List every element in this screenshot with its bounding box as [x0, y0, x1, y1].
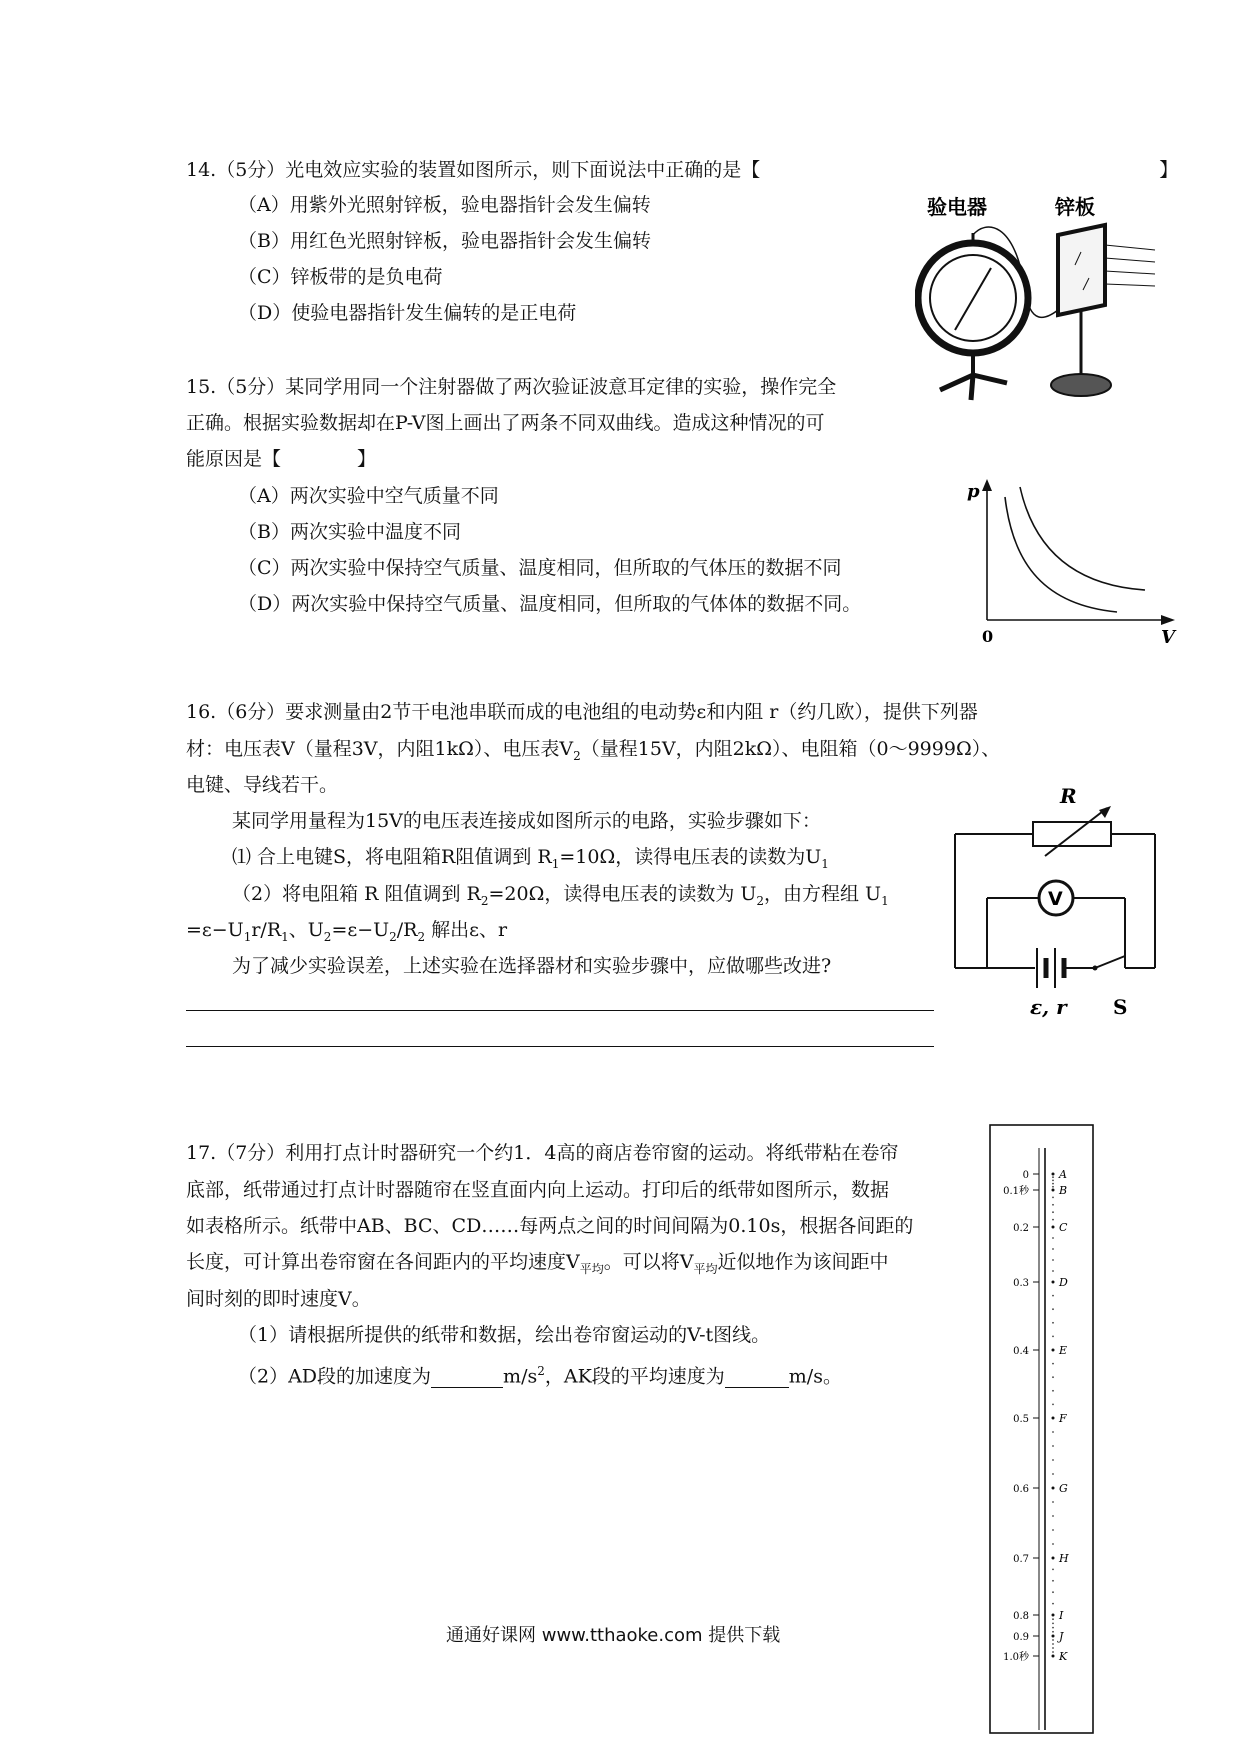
answer-blank-average-velocity[interactable]	[725, 1367, 789, 1388]
tape-dot	[1052, 1226, 1055, 1229]
q17-line-4: 长度，可计算出卷帘窗在各间距内的平均速度$V_{平均}$。可以将$V_{平均}$近似地作为该间距中	[186, 1251, 889, 1276]
q16-line-4: 某同学用量程为15V的电压表连接成如图所示的电路，实验步骤如下：	[232, 810, 821, 832]
tape-small-dot	[1052, 1363, 1054, 1365]
tape-dot	[1052, 1173, 1055, 1176]
tape-small-dot	[1052, 1176, 1054, 1178]
p-axis-label: p	[967, 481, 980, 502]
q17-line-1: 17.（7分）利用打点计时器研究一个约1．4高的商店卷帘窗的运动。将纸带粘在卷帘	[186, 1142, 899, 1164]
q14-stem: 14.（5分）光电效应实验的装置如图所示，则下面说法中正确的是【 】	[186, 159, 1179, 181]
tape-tick-label: 0.5	[1013, 1414, 1029, 1425]
tape-small-dot	[1052, 1515, 1054, 1517]
q14-option-d: （D）使验电器指针发生偏转的是正电荷	[238, 302, 577, 324]
q14-option-a: （A）用紫外光照射锌板，验电器指针会发生偏转	[238, 194, 651, 216]
tape-point-letter: I	[1059, 1609, 1064, 1622]
q15-line-3: 能原因是【 】	[186, 448, 377, 470]
q16-question: 为了减少实验误差，上述实验在选择器材和实验步骤中，应做哪些改进?	[232, 955, 832, 977]
tape-small-dot	[1052, 1580, 1054, 1582]
q16-equations: $=\varepsilon-U_1r/R_1$、$U_2=\varepsilon-U_2/R_2$ 解出ε、r	[186, 919, 508, 944]
tape-small-dot	[1052, 1390, 1054, 1392]
tape-point-letter: K	[1059, 1650, 1068, 1663]
tape-small-dot	[1052, 1248, 1054, 1250]
tape-small-dot	[1052, 1459, 1054, 1461]
q15-line-2: 正确。根据实验数据却在P-V图上画出了两条不同双曲线。造成这种情况的可	[186, 412, 825, 434]
tape-small-dot	[1052, 1591, 1054, 1593]
zinc-plate-icon	[1051, 225, 1155, 396]
tape-small-dot	[1052, 1219, 1054, 1221]
v-axis-label: V	[1161, 627, 1175, 648]
tape-tick-label: 0.7	[1013, 1554, 1029, 1565]
tape-small-dot	[1052, 1631, 1054, 1633]
q16-line-2: 材：电压表V（量程3V，内阻1kΩ）、电压表$V_2$（量程15V，内阻2kΩ）、电阻箱（0～9999Ω）、	[186, 738, 1001, 763]
tape-tick-label: 0	[1022, 1170, 1029, 1181]
tape-tick-label: 0.6	[1013, 1484, 1029, 1495]
tape-small-dot	[1052, 1569, 1054, 1571]
tape-dot	[1052, 1487, 1055, 1490]
tape-small-dot	[1052, 1623, 1054, 1625]
paper-tape-figure	[985, 1120, 1100, 1740]
tape-small-dot	[1052, 1647, 1054, 1649]
p-axis-arrow-icon	[982, 479, 992, 491]
tape-dot	[1052, 1349, 1055, 1352]
tape-small-dot	[1052, 1404, 1054, 1406]
isotherm-curve-high	[1020, 487, 1145, 590]
tape-small-dot	[1052, 1501, 1054, 1503]
tape-dot	[1052, 1635, 1055, 1638]
tape-tick-label: 0.3	[1013, 1278, 1029, 1289]
answer-line-2	[186, 1046, 934, 1047]
resistor-label: R	[1060, 784, 1077, 808]
isotherm-curve-low	[1005, 497, 1117, 612]
answer-blank-acceleration[interactable]	[431, 1367, 503, 1388]
q17-part-2: （2）AD段的加速度为 $m/s^2$，AK段的平均速度为 m/s。	[238, 1364, 842, 1388]
tape-dot	[1052, 1281, 1055, 1284]
q16-step-1: ⑴ 合上电键S，将电阻箱R阻值调到 $R_1=10\Omega$，读得电压表的读数为$U_1$	[232, 846, 829, 871]
tape-small-dot	[1052, 1308, 1054, 1310]
q15-line-1: 15.（5分）某同学用同一个注射器做了两次验证波意耳定律的实验，操作完全	[186, 376, 837, 398]
q17-part-1: （1）请根据所提供的纸带和数据，绘出卷帘窗运动的V-t图线。	[238, 1324, 771, 1346]
q16-step-2: （2）将电阻箱 R 阻值调到 $R_2=20\Omega$，读得电压表的读数为 $U_2$，由方程组 $U_1$	[232, 883, 889, 908]
tape-point-letter: G	[1059, 1482, 1068, 1495]
answer-line-1	[186, 1010, 934, 1011]
q16-line-1: 16.（6分）要求测量由2节干电池串联而成的电池组的电动势ε和内阻 r（约几欧），提供下列器	[186, 701, 978, 723]
tape-point-letter: C	[1059, 1221, 1068, 1234]
tape-point-letter: F	[1059, 1412, 1067, 1425]
switch-label: S	[1113, 995, 1128, 1019]
q16-line-3: 电键、导线若干。	[186, 774, 339, 796]
tape-tick-label: 0.1秒	[1003, 1186, 1029, 1197]
q15-option-a: （A）两次实验中空气质量不同	[238, 485, 499, 507]
tape-point-letter: H	[1059, 1552, 1069, 1565]
tape-small-dot	[1052, 1627, 1054, 1629]
tape-small-dot	[1052, 1259, 1054, 1261]
tape-small-dot	[1052, 1445, 1054, 1447]
electroscope-icon	[918, 233, 1028, 400]
battery-icon	[1037, 948, 1064, 988]
voltmeter-icon	[1039, 881, 1073, 915]
tape-point-letter: J	[1059, 1630, 1064, 1643]
tape-outline	[990, 1125, 1093, 1733]
tape-small-dot	[1052, 1186, 1054, 1188]
tape-tick-label: 1.0秒	[1003, 1652, 1029, 1663]
tape-small-dot	[1052, 1180, 1054, 1182]
tape-point-letter: D	[1059, 1276, 1068, 1289]
q15-option-d: （D）两次实验中保持空气质量、温度相同，但所取的气体体的数据不同。	[238, 593, 862, 615]
tape-small-dot	[1052, 1431, 1054, 1433]
q14-option-b: （B）用红色光照射锌板，验电器指针会发生偏转	[238, 230, 651, 252]
v-axis-arrow-icon	[1161, 615, 1175, 625]
tape-dot	[1052, 1614, 1055, 1617]
origin-label: 0	[982, 627, 994, 646]
tape-small-dot	[1052, 1211, 1054, 1213]
tape-small-dot	[1052, 1651, 1054, 1653]
photoelectric-apparatus-figure	[915, 190, 1160, 410]
label-electroscope: 验电器	[927, 195, 987, 219]
switch-icon	[1093, 956, 1126, 971]
tape-tick-label: 0.4	[1013, 1346, 1029, 1357]
pv-graph-figure	[965, 475, 1195, 650]
rheostat-icon	[1033, 806, 1111, 856]
tape-point-letter: B	[1059, 1184, 1068, 1197]
tape-tick-label: 0.8	[1013, 1611, 1029, 1622]
tape-small-dot	[1052, 1322, 1054, 1324]
tape-small-dot	[1052, 1376, 1054, 1378]
label-zinc-plate: 锌板	[1055, 195, 1095, 219]
tape-small-dot	[1052, 1183, 1054, 1185]
q17-line-2: 底部，纸带通过打点计时器随帘在竖直面内向上运动。打印后的纸带如图所示，数据	[186, 1179, 890, 1201]
tape-small-dot	[1052, 1270, 1054, 1272]
tape-point-letter: A	[1059, 1168, 1067, 1181]
footer-credit: 通通好课网 www.tthaoke.com 提供下载	[446, 1625, 781, 1646]
tape-small-dot	[1052, 1543, 1054, 1545]
tape-small-dot	[1052, 1473, 1054, 1475]
tape-small-dot	[1052, 1603, 1054, 1605]
tape-tick-label: 0.2	[1013, 1223, 1029, 1234]
q17-line-5: 间时刻的即时速度V。	[186, 1288, 371, 1310]
tape-small-dot	[1052, 1618, 1054, 1620]
tape-small-dot	[1052, 1197, 1054, 1199]
tape-small-dot	[1052, 1295, 1054, 1297]
emf-label: ε, r	[1030, 995, 1067, 1019]
tape-tick-label: 0.9	[1013, 1632, 1029, 1643]
q14-option-c: （C）锌板带的是负电荷	[238, 266, 443, 288]
tape-small-dot	[1052, 1336, 1054, 1338]
tape-point-letter: E	[1059, 1344, 1068, 1357]
tape-small-dot	[1052, 1529, 1054, 1531]
q15-option-b: （B）两次实验中温度不同	[238, 521, 461, 543]
tape-small-dot	[1052, 1639, 1054, 1641]
tape-small-dot	[1052, 1643, 1054, 1645]
tape-dot	[1052, 1655, 1055, 1658]
tape-small-dot	[1052, 1204, 1054, 1206]
tape-small-dot	[1052, 1237, 1054, 1239]
tape-dot	[1052, 1557, 1055, 1560]
voltmeter-label: V	[1048, 888, 1063, 910]
q17-line-3: 如表格所示。纸带中AB、BC、CD……每两点之间的时间间隔为0.10s，根据各间距的	[186, 1215, 914, 1237]
tape-dot	[1052, 1189, 1055, 1192]
tape-dot	[1052, 1417, 1055, 1420]
circuit-diagram-figure	[945, 780, 1165, 1025]
q15-option-c: （C）两次实验中保持空气质量、温度相同，但所取的气体压的数据不同	[238, 557, 842, 579]
